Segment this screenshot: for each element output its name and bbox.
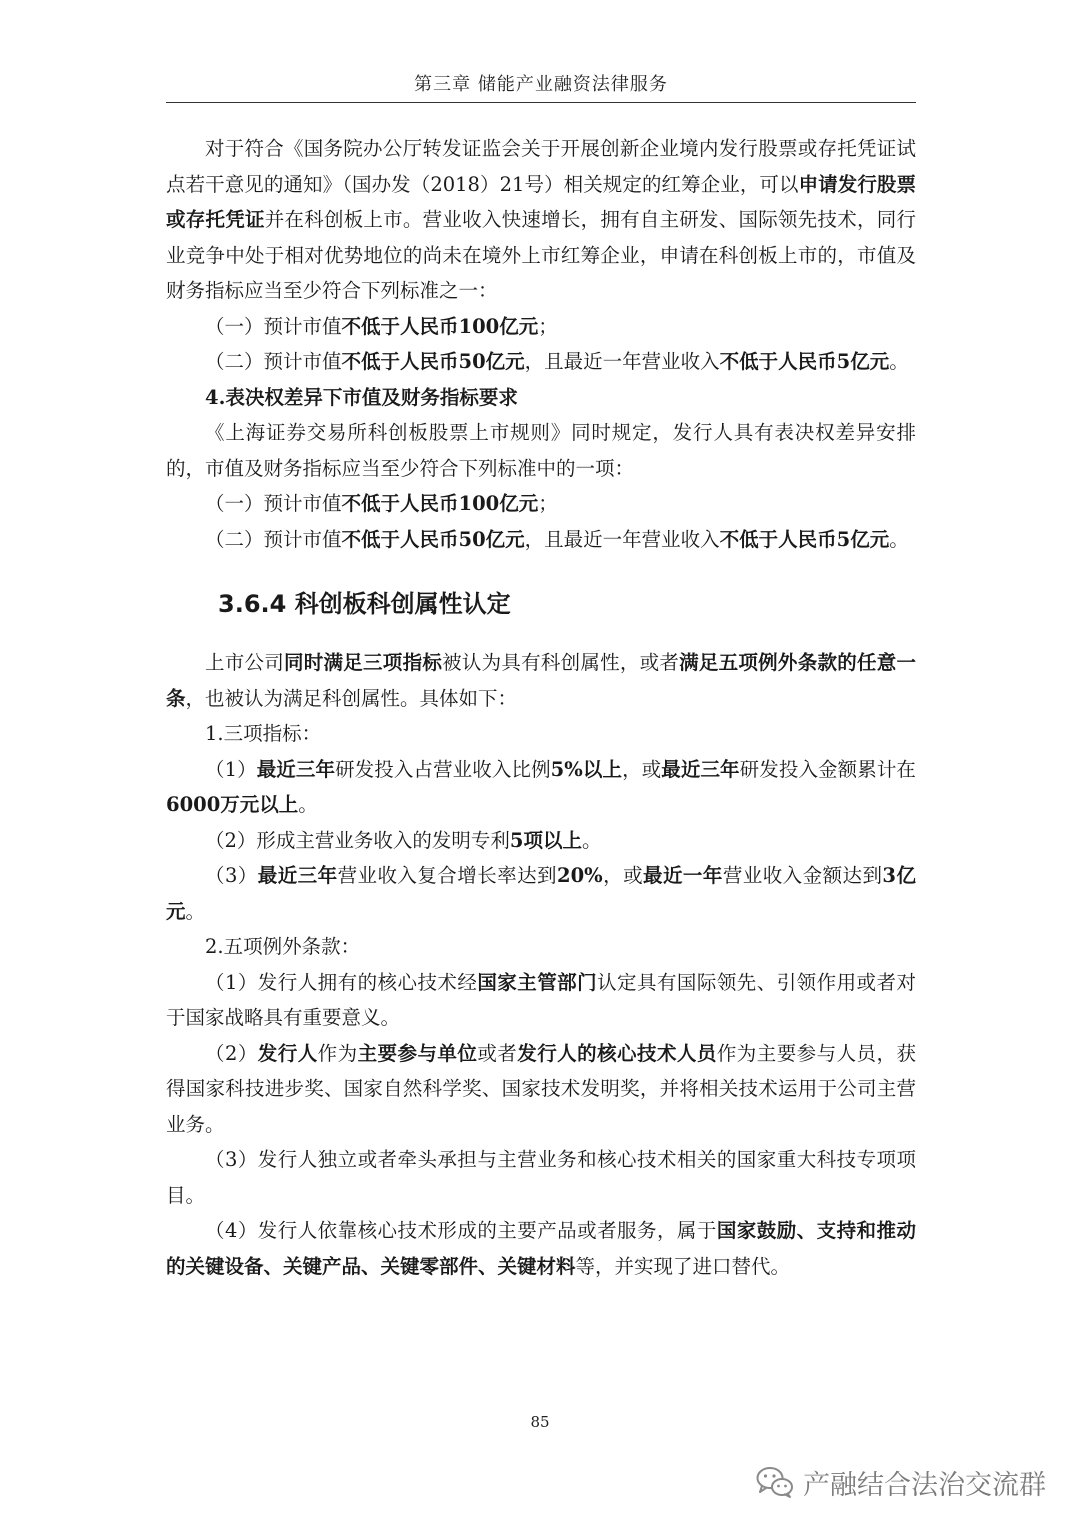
bold-span: 4.表决权差异下市值及财务指标要求: [205, 385, 518, 409]
subheading-voting-rights: [166, 380, 916, 416]
bold-span: 发行人的核心技术人员: [517, 1041, 717, 1065]
text-span: 营业收入金额达到: [722, 864, 883, 887]
text-span: （1）发行人拥有的核心技术经: [205, 970, 478, 994]
bold-span: 5项以上: [509, 828, 582, 852]
bold-span: 发行人: [257, 1041, 318, 1065]
text-span: 上市公司: [205, 651, 285, 674]
bold-span: 不低于人民币50亿元: [341, 527, 525, 551]
text-span: 或者: [477, 1041, 518, 1065]
text-span: （3）: [205, 864, 258, 887]
text-span: 营业收入复合增长率达到: [337, 864, 557, 887]
text-span: 被认为具有科创属性，或者: [442, 651, 680, 674]
text-span: 作为主要参与人员，获得国家科技进步奖、国家自然科学奖、国家技术发明奖，并将相关技术运用于公司主营业务。: [166, 1041, 916, 1136]
text-span: 等，并实现了进口替代。: [575, 1254, 791, 1278]
text-span: 。: [889, 527, 909, 551]
standard-2-item-2: [166, 522, 916, 558]
text-span: （4）发行人依靠核心技术形成的主要产品或者服务，属于: [205, 1219, 717, 1242]
bold-span: 不低于人民币100亿元: [341, 492, 539, 515]
text-span: 研发投入金额累计在: [739, 757, 916, 781]
bold-span: 20%: [557, 864, 603, 887]
paragraph-red-chip: [166, 131, 916, 309]
document-body: [166, 131, 916, 1284]
exception-3: （3）发行人独立或者牵头承担与主营业务和核心技术相关的国家重大科技专项项目。: [166, 1148, 916, 1207]
exception-4: [166, 1213, 916, 1284]
text-span: 并在科创板上市。营业收入快速增长，拥有自主研发、国际领先技术，同行业竞争中处于相对优势地位的尚未在境外上市红筹企业，申请在科创板上市的，市值及财务指标应当至少符合下列标准之一：: [166, 208, 916, 302]
text-span: （二）预计市值: [205, 350, 342, 373]
text-span: 对于符合《国务院办公厅转发证监会关于开展创新企业境内发行股票或存托凭证试点若干意见的通知》（国办发（2018）21号）相关规定的红筹企业，可以: [166, 137, 916, 196]
bold-span: 同时满足三项指标: [284, 651, 443, 674]
standard-1-item-1: [166, 309, 916, 345]
exception-1: [166, 965, 916, 1036]
exception-2: [166, 1036, 916, 1143]
text-span: 。: [298, 793, 318, 816]
indicator-3: [166, 858, 916, 929]
bold-span: 最近三年: [257, 864, 338, 887]
text-span: （2）: [205, 1041, 258, 1065]
header-divider: [166, 102, 916, 103]
subheading-three-indicators: 1.三项指标：: [205, 722, 322, 745]
section-title: 3.6.4 科创板科创属性认定: [218, 590, 511, 618]
text-span: （一）预计市值: [205, 492, 342, 515]
text-span: （二）预计市值: [205, 527, 342, 551]
text-span: 。: [582, 828, 602, 852]
watermark-text: 产融结合法治交流群: [803, 1469, 1046, 1501]
page-number: 85: [530, 1413, 550, 1431]
text-span: （1）: [205, 757, 257, 781]
bold-span: 最近一年: [643, 864, 723, 887]
text-span: （一）预计市值: [205, 314, 342, 338]
text-span: 。: [185, 899, 206, 923]
standard-1-item-2: [166, 344, 916, 380]
bold-span: 申请发行股票或存托凭证: [166, 172, 916, 231]
bold-span: 主要参与单位: [357, 1041, 478, 1065]
text-span: 认定具有国际领先、引领作用或者对于国家战略具有重要意义。: [166, 970, 916, 1029]
text-span: ，或: [622, 757, 662, 781]
bold-span: 5%以上: [550, 757, 623, 781]
bold-span: 最近三年: [256, 757, 336, 781]
bold-span: 不低于人民币100亿元: [341, 314, 539, 338]
text-span: ；: [538, 492, 558, 515]
text-span: ，也被认为满足科创属性。具体如下：: [185, 686, 518, 710]
watermark: [755, 1462, 1046, 1502]
text-span: 。: [889, 350, 909, 373]
bold-span: 国家鼓励、支持和推动的关键设备、关键产品、关键零部件、关键材料: [166, 1219, 916, 1278]
bold-span: 国家主管部门: [477, 970, 598, 994]
indicator-1: [166, 752, 916, 823]
page-header: 第三章 储能产业融资法律服务: [414, 74, 668, 95]
subheading-five-exceptions: 2.五项例外条款：: [205, 935, 361, 958]
bold-span: 最近三年: [661, 757, 740, 781]
text-span: ；: [538, 314, 558, 338]
bold-span: 不低于人民币5亿元: [719, 350, 890, 373]
bold-span: 3亿元: [166, 864, 916, 923]
paragraph-voting-rights: 《上海证券交易所科创板股票上市规则》同时规定，发行人具有表决权差异安排的，市值及财务指标应当至少符合下列标准中的一项：: [166, 421, 916, 480]
wechat-icon: [755, 1465, 795, 1499]
bold-span: 不低于人民币5亿元: [719, 527, 890, 551]
text-span: ，且最近一年营业收入: [524, 527, 720, 551]
paragraph-sci-attribute: [166, 645, 916, 716]
bold-span: 不低于人民币50亿元: [341, 350, 525, 373]
text-span: （2）形成主营业务收入的发明专利: [205, 828, 510, 852]
bold-span: 满足五项例外条款的任意一条: [166, 651, 916, 710]
bold-span: 6000万元以上: [166, 793, 299, 816]
text-span: 研发投入占营业收入比例: [335, 757, 551, 781]
text-span: ，且最近一年营业收入: [524, 350, 720, 373]
text-span: 作为: [317, 1041, 358, 1065]
text-span: ，或: [602, 864, 644, 887]
indicator-2: [166, 823, 916, 859]
standard-2-item-1: [166, 486, 916, 522]
